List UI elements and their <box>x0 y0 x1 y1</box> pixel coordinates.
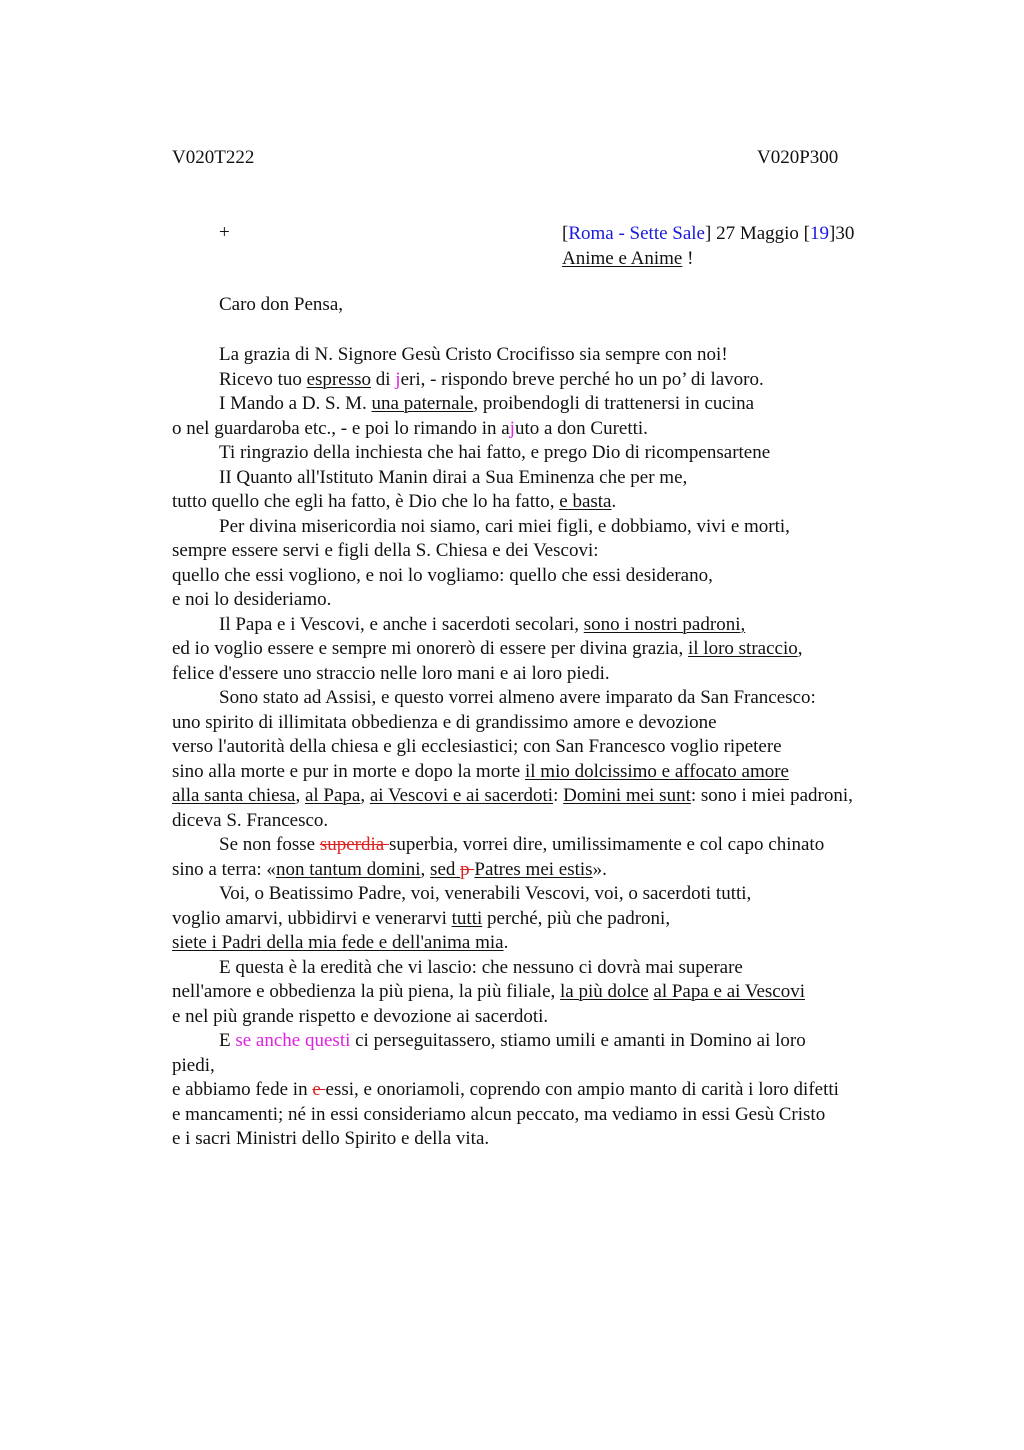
deleted-text: e <box>312 1079 326 1100</box>
letter-body <box>172 343 972 1152</box>
date-bracket-open: [ <box>562 223 569 244</box>
underlined-text: e basta <box>559 491 612 512</box>
body-line <box>172 564 972 589</box>
text-segment: superbia, vorrei dire, umilissimamente e col capo chinato <box>388 834 825 855</box>
text-segment: felice d'essere uno straccio nelle loro mani e ai loro piedi. <box>172 662 610 684</box>
body-line <box>172 784 972 809</box>
text-segment: sempre essere servi e figli della S. Chiesa e dei Vescovi: <box>172 540 599 561</box>
text-segment: diceva S. Francesco. <box>172 809 329 831</box>
text-segment: Sono stato ad Assisi, e questo vorrei almeno avere imparato da San Francesco: <box>219 687 816 708</box>
underlined-text: al Papa e ai Vescovi <box>653 981 806 1002</box>
motto-end: ! <box>682 247 694 269</box>
text-segment: ed io voglio essere e sempre mi onorerò di essere per divina grazia, <box>172 638 688 659</box>
body-line <box>172 539 972 564</box>
text-segment: . <box>503 932 509 953</box>
body-line <box>172 368 972 393</box>
text-segment: , <box>797 638 803 659</box>
date-line <box>562 222 854 247</box>
text-segment: nell'amore e obbedienza la più piena, la più filiale, <box>172 981 561 1002</box>
underlined-text: ai Vescovi e ai sacerdoti <box>369 785 554 806</box>
underlined-text: al Papa <box>304 785 361 806</box>
motto: Anime e Anime <box>562 247 683 269</box>
body-line <box>172 980 972 1005</box>
underlined-text: Patres mei estis <box>474 858 593 880</box>
body-line <box>172 1127 972 1152</box>
text-segment: sino alla morte e pur in morte e dopo la morte <box>172 760 525 782</box>
text-segment: perché, più che padroni, <box>482 907 671 929</box>
body-line <box>172 441 972 466</box>
body-line <box>172 931 972 956</box>
body-line <box>172 760 972 785</box>
body-line <box>172 637 972 662</box>
emphasized-text: se anche questi <box>235 1030 351 1051</box>
text-segment: ». <box>592 858 607 880</box>
text-segment: Ti ringrazio della inchiesta che hai fatto, e prego Dio di ricompensartene <box>219 442 771 463</box>
dateline <box>562 222 854 271</box>
body-line <box>172 588 972 613</box>
cross-symbol: + <box>219 222 230 243</box>
text-segment: , <box>295 785 305 806</box>
body-line <box>172 956 972 981</box>
body-line <box>172 417 972 442</box>
body-line <box>172 686 972 711</box>
body-line <box>172 833 972 858</box>
text-segment: uto a don Curetti. <box>514 417 648 439</box>
body-line <box>172 907 972 932</box>
body-line <box>172 466 972 491</box>
text-segment: tutto quello che egli ha fatto, è Dio che lo ha fatto, <box>172 491 560 512</box>
text-segment: II Quanto all'Istituto Manin dirai a Sua Eminenza che per me, <box>219 466 688 488</box>
text-segment: eri, - rispondo breve perché ho un po’ di lavoro. <box>400 368 764 390</box>
text-segment: verso l'autorità della chiesa e gli ecclesiastici; con San Francesco voglio ripetere <box>172 736 782 757</box>
body-line <box>172 613 972 638</box>
text-segment: , <box>420 858 431 880</box>
emphasized-text: j <box>395 368 401 390</box>
text-segment: : <box>553 785 564 806</box>
body-line <box>172 711 972 736</box>
body-line <box>172 809 972 834</box>
body-line <box>172 490 972 515</box>
text-segment: , proibendogli di trattenersi in cucina <box>473 393 755 414</box>
emphasized-text: j <box>509 417 515 439</box>
text-segment: voglio amarvi, ubbidirvi e venerarvi <box>172 907 452 929</box>
underlined-text: sed <box>430 858 461 880</box>
body-line <box>172 515 972 540</box>
underlined-text: il mio dolcissimo e affocato amore <box>524 760 789 782</box>
text-segment: sino a terra: « <box>172 858 276 880</box>
underlined-text: sono i nostri padroni, <box>583 613 746 635</box>
text-segment: e noi lo desideriamo. <box>172 589 332 610</box>
document-code-right: V020P300 <box>757 147 839 168</box>
underlined-text: la più dolce <box>560 981 649 1002</box>
text-segment: e abbiamo fede in <box>172 1079 313 1100</box>
text-segment: e nel più grande rispetto e devozione ai sacerdoti. <box>172 1005 549 1027</box>
body-line <box>172 1005 972 1030</box>
underlined-text: il loro straccio <box>687 638 798 659</box>
body-line <box>172 882 972 907</box>
text-segment: quello che essi vogliono, e noi lo vogliamo: quello che essi desiderano, <box>172 564 713 586</box>
text-segment: di <box>371 368 396 390</box>
text-segment: Il Papa e i Vescovi, e anche i sacerdoti secolari, <box>219 613 584 635</box>
body-line <box>172 1103 972 1128</box>
text-segment: Per divina misericordia noi siamo, cari miei figli, e dobbiamo, vivi e morti, <box>219 515 790 537</box>
underlined-text: non tantum domini <box>275 858 421 880</box>
text-segment: E <box>219 1030 236 1051</box>
date-place: Roma - Sette Sale <box>568 223 705 244</box>
body-line <box>172 735 972 760</box>
text-segment: , <box>360 785 370 806</box>
text-segment: e mancamenti; né in essi consideriamo alcun peccato, ma vediamo in essi Gesù Cristo <box>172 1103 826 1125</box>
text-segment: : sono i miei padroni, <box>690 785 853 806</box>
underlined-text: espresso <box>306 368 371 390</box>
text-segment: La grazia di N. Signore Gesù Cristo Crocifisso sia sempre con noi! <box>219 344 728 365</box>
text-segment: uno spirito di illimitata obbedienza e di grandissimo amore e devozione <box>172 711 717 733</box>
text-segment: . <box>611 491 617 512</box>
text-segment: ci perseguitassero, stiamo umili e amanti in Domino ai loro <box>350 1030 806 1051</box>
body-line <box>172 1054 972 1079</box>
text-segment: o nel guardaroba etc., - e poi lo rimando in a <box>172 417 510 439</box>
text-segment: piedi, <box>172 1054 215 1076</box>
body-line <box>172 392 972 417</box>
date-year-prefix: 19 <box>810 223 830 244</box>
motto-line <box>562 247 854 272</box>
text-segment: essi, e onoriamoli, coprendo con ampio manto di carità i loro difetti <box>325 1079 839 1100</box>
salutation: Caro don Pensa, <box>219 294 344 315</box>
text-segment: e i sacri Ministri dello Spirito e della vita. <box>172 1128 490 1149</box>
deleted-text: p <box>460 858 475 880</box>
body-line <box>172 1029 972 1054</box>
body-line <box>172 858 972 883</box>
body-line <box>172 343 972 368</box>
text-segment: Se non fosse <box>219 834 320 855</box>
text-segment: Ricevo tuo <box>219 368 307 390</box>
text-segment: Voi, o Beatissimo Padre, voi, venerabili Vescovi, voi, o sacerdoti tutti, <box>219 883 752 904</box>
underlined-text: alla santa chiesa <box>172 785 296 806</box>
text-segment: E questa è la eredità che vi lascio: che nessuno ci dovrà mai superare <box>219 956 743 978</box>
body-line <box>172 1078 972 1103</box>
date-day-month: ] 27 Maggio [ <box>705 223 811 244</box>
deleted-text: superdia <box>319 834 389 855</box>
body-line <box>172 662 972 687</box>
text-segment: I Mando a D. S. M. <box>219 393 372 414</box>
underlined-text: siete i Padri della mia fede e dell'anima mia <box>172 932 504 953</box>
date-year-suffix: ]30 <box>829 223 855 244</box>
underlined-text: Domini mei sunt <box>563 785 691 806</box>
document-code-left: V020T222 <box>172 147 255 168</box>
underlined-text: una paternale <box>371 393 474 414</box>
underlined-text: tutti <box>451 907 483 929</box>
